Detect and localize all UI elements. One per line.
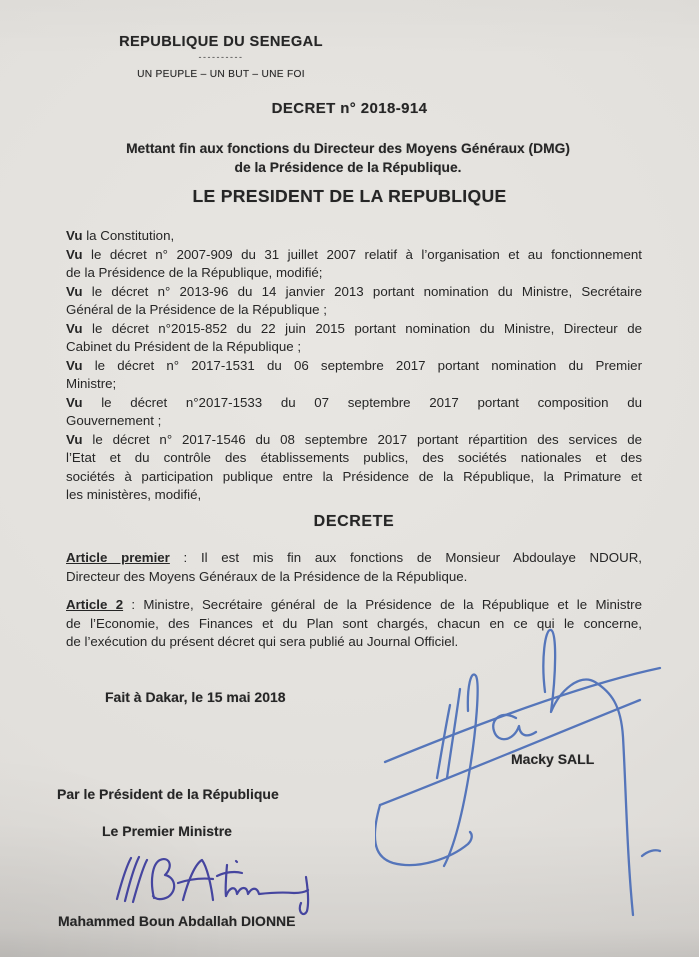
letterhead	[116, 34, 326, 80]
visa-clause-2015-852	[66, 320, 642, 357]
visa-prefix: Vu	[66, 320, 83, 336]
visa-clause-constitution	[66, 227, 642, 246]
article-premier	[66, 549, 642, 586]
visa-prefix: Vu	[66, 283, 83, 299]
visa-text: le décret n°2017-1533 du 07 septembre 2017 portant composition du	[101, 394, 642, 410]
authority-heading: LE PRESIDENT DE LA REPUBLIQUE	[192, 186, 507, 206]
visa-text: le décret n° 2013-96 du 14 janvier 2013 portant nomination du Ministre, Secrétaire	[91, 283, 643, 299]
letterhead-separator: ----------	[198, 52, 244, 62]
visa-text: le décret n° 2007-909 du 31 juillet 2007 relatif à l’organisation et au fonctionnement	[90, 246, 642, 262]
visa-text: le décret n° 2017-1546 du 08 septembre 2017 portant répartition des services de	[92, 431, 642, 447]
article-label: Article 2	[66, 597, 124, 612]
visa-prefix: Vu	[66, 431, 83, 447]
president-signature-ink	[375, 615, 680, 925]
decrete-heading: DECRETE	[313, 512, 395, 530]
decree-body	[66, 227, 642, 652]
article-text: de l’exécution du présent décret qui sera publié au Journal Officiel.	[66, 634, 459, 649]
subject-line-1: Mettant fin aux fonctions du Directeur des Moyens Généraux (DMG)	[126, 141, 570, 156]
decree-subject	[48, 139, 648, 177]
visa-text: de la Présidence de la République, modifié;	[66, 265, 323, 280]
visa-clause-2007-909	[66, 246, 642, 283]
visa-text: Ministre;	[66, 376, 117, 391]
article-2	[66, 596, 642, 652]
article-label: Article premier	[66, 550, 170, 565]
pm-name: Mahammed Boun Abdallah DIONNE	[58, 913, 296, 929]
visa-text: Général de la Présidence de la République ;	[66, 302, 327, 317]
visa-text: les ministères, modifié,	[66, 487, 202, 502]
visa-text: Gouvernement ;	[66, 413, 162, 428]
visa-text: sociétés à participation publique entre la Présidence de la République, la Primature et	[66, 468, 642, 484]
visa-text: la Constitution,	[86, 228, 175, 243]
visa-text: le décret n°2015-852 du 22 juin 2015 portant nomination du Ministre, Directeur de	[91, 320, 642, 336]
visa-text: Cabinet du Président de la République ;	[66, 339, 302, 354]
visa-text: l’Etat et du contrôle des établissements publics, des sociétés nationales et des	[66, 450, 642, 465]
article-text: : Il est mis fin aux fonctions de Monsieur Abdoulaye NDOUR,	[169, 550, 642, 565]
visa-clause-2013-96	[66, 283, 642, 320]
article-text: Directeur des Moyens Généraux de la Présidence de la République.	[66, 568, 468, 584]
subject-line-2: de la Présidence de la République.	[234, 160, 462, 175]
countersign-intro: Par le Président de la République	[57, 786, 279, 802]
visa-prefix: Vu	[66, 394, 83, 410]
national-motto: UN PEUPLE – UN BUT – UNE FOI	[137, 69, 305, 80]
country-title: REPUBLIQUE DU SENEGAL	[119, 34, 323, 50]
article-text: : Ministre, Secrétaire général de la Présidence de la République et le Ministre	[123, 597, 642, 612]
place-date-line: Fait à Dakar, le 15 mai 2018	[105, 689, 286, 705]
president-name: Macky SALL	[511, 751, 595, 767]
visa-clause-2017-1531	[66, 357, 642, 394]
visa-clause-2017-1546	[66, 431, 642, 505]
article-text: de l’Economie, des Finances et du Plan sont chargés, chacun en ce qui le concerne,	[66, 615, 642, 631]
visa-prefix: Vu	[66, 357, 83, 373]
decree-number: DECRET n° 2018-914	[271, 100, 428, 117]
visa-prefix: Vu	[66, 246, 83, 262]
visa-text: le décret n° 2017-1531 du 06 septembre 2017 portant nomination du Premier	[94, 357, 642, 373]
pm-signature-ink	[108, 852, 323, 920]
visa-prefix: Vu	[66, 228, 83, 243]
pm-title: Le Premier Ministre	[102, 823, 232, 839]
visa-clause-2017-1533	[66, 394, 642, 431]
